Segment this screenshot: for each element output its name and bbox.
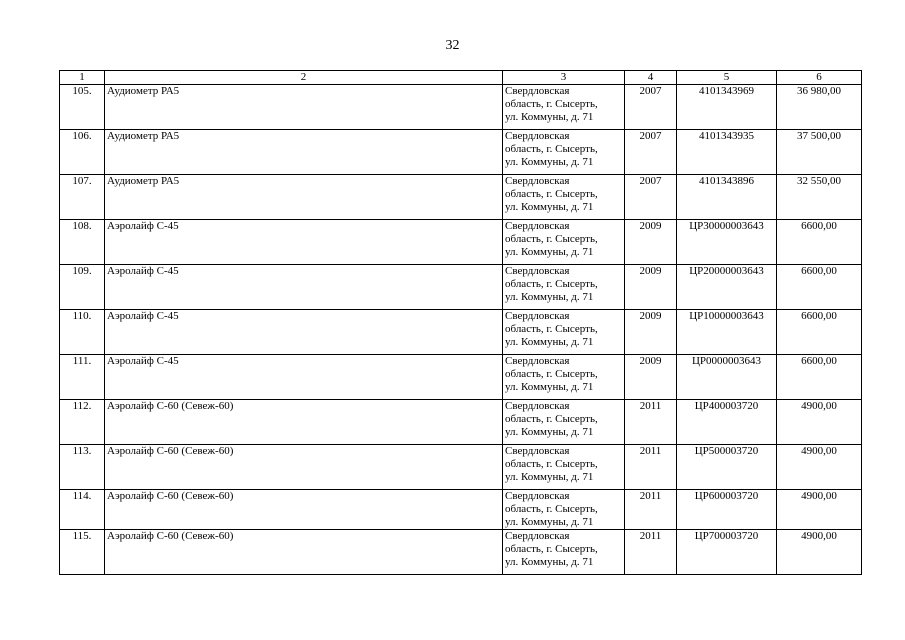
item-address: Свердловская область, г. Сысерть, ул. Коммуны, д. 71 <box>503 400 625 445</box>
table-row <box>60 175 862 220</box>
inventory-number: ЦР20000003643 <box>677 265 777 310</box>
item-cost: 4900,00 <box>777 490 862 530</box>
table-row <box>60 400 862 445</box>
item-cost: 4900,00 <box>777 400 862 445</box>
row-number: 114. <box>60 490 105 530</box>
item-year: 2011 <box>625 530 677 575</box>
item-address: Свердловская область, г. Сысерть, ул. Коммуны, д. 71 <box>503 220 625 265</box>
item-year: 2011 <box>625 400 677 445</box>
table-row <box>60 530 862 575</box>
item-cost: 6600,00 <box>777 265 862 310</box>
item-year: 2007 <box>625 130 677 175</box>
table-row <box>60 310 862 355</box>
row-number: 108. <box>60 220 105 265</box>
table-header <box>60 71 862 85</box>
table-row <box>60 85 862 130</box>
row-number: 111. <box>60 355 105 400</box>
item-year: 2009 <box>625 220 677 265</box>
item-address: Свердловская область, г. Сысерть, ул. Коммуны, д. 71 <box>503 355 625 400</box>
item-address: Свердловская область, г. Сысерть, ул. Коммуны, д. 71 <box>503 130 625 175</box>
column-header: 4 <box>625 71 677 85</box>
inventory-number: ЦР400003720 <box>677 400 777 445</box>
item-name: Аэролайф С-45 <box>105 355 503 400</box>
table-row <box>60 355 862 400</box>
item-name: Аэролайф С-60 (Севеж-60) <box>105 445 503 490</box>
item-cost: 36 980,00 <box>777 85 862 130</box>
item-year: 2007 <box>625 85 677 130</box>
inventory-number: ЦР600003720 <box>677 490 777 530</box>
inventory-number: 4101343935 <box>677 130 777 175</box>
inventory-number: ЦР700003720 <box>677 530 777 575</box>
column-header: 6 <box>777 71 862 85</box>
item-name: Аэролайф С-45 <box>105 265 503 310</box>
item-name: Аэролайф С-60 (Севеж-60) <box>105 530 503 575</box>
inventory-number: ЦР500003720 <box>677 445 777 490</box>
item-address: Свердловская область, г. Сысерть, ул. Коммуны, д. 71 <box>503 445 625 490</box>
inventory-number: ЦР30000003643 <box>677 220 777 265</box>
table-body <box>60 85 862 575</box>
row-number: 106. <box>60 130 105 175</box>
row-number: 113. <box>60 445 105 490</box>
item-year: 2009 <box>625 310 677 355</box>
inventory-number: ЦР0000003643 <box>677 355 777 400</box>
item-address: Свердловская область, г. Сысерть, ул. Коммуны, д. 71 <box>503 85 625 130</box>
item-address: Свердловская область, г. Сысерть, ул. Коммуны, д. 71 <box>503 530 625 575</box>
item-cost: 6600,00 <box>777 310 862 355</box>
item-name: Аэролайф С-60 (Севеж-60) <box>105 400 503 445</box>
inventory-number: ЦР10000003643 <box>677 310 777 355</box>
column-header: 2 <box>105 71 503 85</box>
column-header: 5 <box>677 71 777 85</box>
row-number: 112. <box>60 400 105 445</box>
item-cost: 6600,00 <box>777 355 862 400</box>
row-number: 109. <box>60 265 105 310</box>
item-address: Свердловская область, г. Сысерть, ул. Коммуны, д. 71 <box>503 175 625 220</box>
inventory-number: 4101343969 <box>677 85 777 130</box>
column-header: 3 <box>503 71 625 85</box>
item-cost: 4900,00 <box>777 530 862 575</box>
item-cost: 37 500,00 <box>777 130 862 175</box>
item-year: 2009 <box>625 355 677 400</box>
item-address: Свердловская область, г. Сысерть, ул. Коммуны, д. 71 <box>503 265 625 310</box>
item-cost: 6600,00 <box>777 220 862 265</box>
row-number: 110. <box>60 310 105 355</box>
header-row <box>60 71 862 85</box>
inventory-table <box>59 70 862 575</box>
item-cost: 4900,00 <box>777 445 862 490</box>
table-row <box>60 265 862 310</box>
item-year: 2011 <box>625 445 677 490</box>
inventory-number: 4101343896 <box>677 175 777 220</box>
table-row <box>60 130 862 175</box>
item-year: 2007 <box>625 175 677 220</box>
table-row <box>60 220 862 265</box>
row-number: 115. <box>60 530 105 575</box>
item-year: 2009 <box>625 265 677 310</box>
item-name: Аудиометр РА5 <box>105 175 503 220</box>
item-year: 2011 <box>625 490 677 530</box>
table-row <box>60 445 862 490</box>
page-number: 32 <box>445 38 460 53</box>
item-name: Аудиометр РА5 <box>105 130 503 175</box>
item-name: Аэролайф С-45 <box>105 220 503 265</box>
column-header: 1 <box>60 71 105 85</box>
item-address: Свердловская область, г. Сысерть, ул. Коммуны, д. 71 <box>503 310 625 355</box>
item-name: Аудиометр РА5 <box>105 85 503 130</box>
item-address: Свердловская область, г. Сысерть, ул. Коммуны, д. 71 <box>503 490 625 530</box>
item-cost: 32 550,00 <box>777 175 862 220</box>
row-number: 107. <box>60 175 105 220</box>
row-number: 105. <box>60 85 105 130</box>
table-row <box>60 490 862 530</box>
item-name: Аэролайф С-60 (Севеж-60) <box>105 490 503 530</box>
item-name: Аэролайф С-45 <box>105 310 503 355</box>
